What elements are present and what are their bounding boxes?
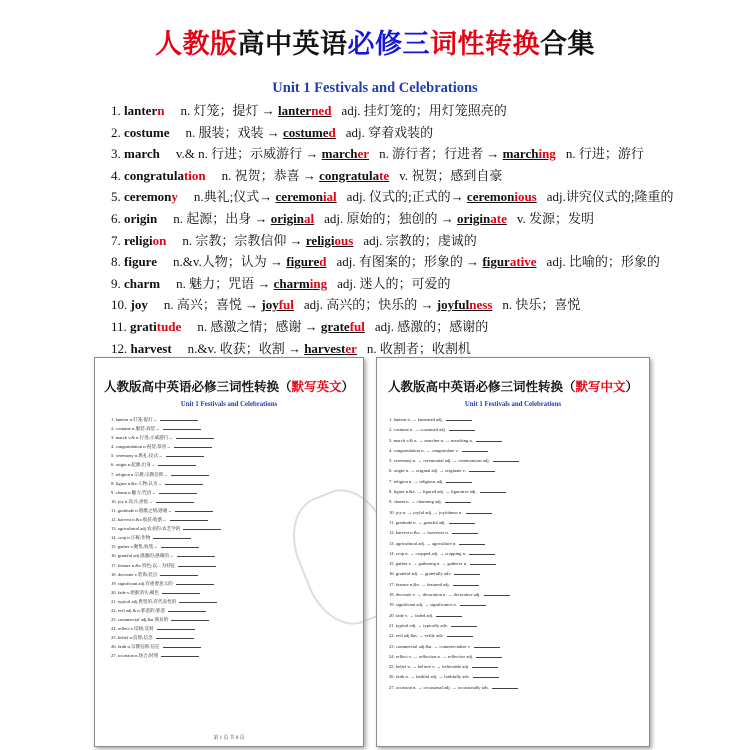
headword <box>124 276 160 291</box>
worksheet-row-text: 14. crop n. → cropped adj. → cropping n. <box>389 550 467 556</box>
derived-suffix: al <box>303 210 315 226</box>
worksheet-row-text: 18. decorate v. → decoration n. → decorative adj. <box>389 592 481 598</box>
answer-blank <box>476 441 502 442</box>
derived-stem: lanter <box>277 103 312 118</box>
worksheet-row-text: 12. harvest n.&v. → harvester n. <box>389 530 449 536</box>
worksheet-row-text: 9. charm n.魅力;咒语→ <box>111 489 156 495</box>
worksheet-row-text: 10. joy n.高兴;喜悦→ <box>111 498 153 504</box>
gloss: adj. 迷人的；可爱的 <box>337 275 451 291</box>
item-number: 12. <box>111 340 128 356</box>
worksheet-row-text: 2. costume n.服装;戏装→ <box>111 426 160 432</box>
answer-blank <box>176 438 214 439</box>
gloss: n. 宗教；宗教信仰 → <box>182 232 303 248</box>
worksheet-row <box>111 624 357 633</box>
vocab-row <box>111 122 741 144</box>
title-part-topic: 词性转换 <box>430 29 540 60</box>
derived-stem: grate <box>320 318 350 334</box>
derived-suffix: ness <box>469 297 493 313</box>
worksheet-row-text: 13. agricultural adj.农业的;农艺学的 <box>111 526 181 532</box>
derived-stem: congratula <box>319 167 380 183</box>
worksheet-row <box>111 470 357 479</box>
title-part-publisher: 人教版 <box>155 29 238 60</box>
worksheet-rows <box>389 415 643 693</box>
headword-stem: joy <box>130 297 148 313</box>
gloss: adj. 仪式的;正式的→ <box>346 189 464 205</box>
derived-suffix: ative <box>509 254 537 270</box>
answer-blank <box>176 584 214 585</box>
answer-blank <box>493 461 519 462</box>
item-number: 4. <box>111 167 121 183</box>
gloss: n. 服装；戏装 → <box>185 124 280 140</box>
answer-blank <box>160 575 198 576</box>
answer-blank <box>446 482 472 483</box>
gloss: v. 祝贺；感到自豪 <box>399 167 503 183</box>
worksheet-row <box>389 549 643 559</box>
page-title <box>0 22 750 61</box>
derived-word <box>304 341 357 356</box>
derived-suffix: ing <box>538 146 556 162</box>
gloss: adj. 比喻的；形象的 <box>546 254 660 270</box>
worksheet-row <box>389 621 643 631</box>
item-number: 9. <box>111 275 121 291</box>
headword-suffix: on <box>152 232 167 248</box>
item-number: 3. <box>111 146 121 162</box>
answer-blank <box>168 611 206 612</box>
headword-stem: ceremon <box>124 189 172 205</box>
worksheet-row-text: 3. march v.& n.行进;示威游行→ <box>111 435 173 441</box>
vocab-row <box>111 294 741 316</box>
answer-blank <box>451 626 477 627</box>
gloss: adj. 高兴的；快乐的 → <box>303 297 434 313</box>
answer-blank <box>178 566 216 567</box>
gloss: n. 魅力；咒语 → <box>176 275 271 291</box>
derived-suffix: d <box>328 124 336 140</box>
gloss: adj. 有图案的；形象的 → <box>336 254 480 270</box>
derived-word <box>276 189 337 204</box>
worksheet-row <box>389 569 643 579</box>
worksheet-row <box>389 508 643 518</box>
worksheet-chinese-dictation <box>376 357 650 747</box>
item-number: 5. <box>111 189 121 205</box>
headword-stem: congratula <box>124 167 184 183</box>
worksheet-row <box>389 456 643 466</box>
gloss: n. 快乐；喜悦 <box>502 297 581 313</box>
answer-blank <box>453 585 479 586</box>
worksheet-row-text: 23. commercial adj.&n.商业的 <box>111 617 169 623</box>
worksheet-row-text: 15. gather v. → gathering n. → gatherer n. <box>389 561 468 567</box>
worksheet-row <box>111 433 357 442</box>
answer-blank <box>449 430 475 431</box>
worksheet-row-text: 19. significant adj. → significance n. <box>389 602 457 608</box>
worksheet-row-text: 5. ceremony n.典礼;仪式→ <box>111 453 163 459</box>
derived-stem: joy <box>261 297 279 313</box>
derived-suffix: ful <box>349 318 365 334</box>
derived-word <box>321 319 365 334</box>
worksheet-row-text: 24. reflect v.反映;反射 <box>111 626 154 632</box>
vocab-row <box>111 230 741 252</box>
answer-blank <box>158 465 196 466</box>
worksheet-row <box>389 518 643 528</box>
derived-stem: figure <box>286 254 320 270</box>
headword-suffix: tude <box>156 318 182 334</box>
answer-blank <box>161 656 199 657</box>
item-number: 2. <box>111 124 121 140</box>
worksheet-row-text: 23. commercial adj.&n. → commercialize v. <box>389 643 471 649</box>
worksheet-row <box>389 466 643 476</box>
derived-word <box>322 146 369 161</box>
worksheet-row-text: 25. belief n. → believe v. → believable adj. <box>389 664 470 670</box>
derived-stem: ceremon <box>466 189 515 205</box>
worksheet-title: 人教版高中英语必修三词性转换（默写英文） <box>103 379 355 394</box>
answer-blank <box>454 574 480 575</box>
derived-stem: harvest <box>304 340 346 356</box>
worksheet-row-text: 22. evil adj.&n. → evilly adv. <box>389 633 444 639</box>
derived-stem: costume <box>283 124 329 140</box>
worksheet-row-text: 12. harvest n.&v.收获;收割→ <box>111 517 167 523</box>
gloss: v. 发源；发明 <box>516 210 594 226</box>
gloss: adj. 穿着戏装的 <box>345 124 434 140</box>
worksheet-unit: Unit 1 Festivals and Celebrations <box>180 401 278 408</box>
worksheet-row <box>111 424 357 433</box>
answer-blank <box>476 657 502 658</box>
derived-word <box>503 146 556 161</box>
worksheet-row-text: 13. agricultural adj. → agriculture n. <box>389 540 457 546</box>
derived-stem: ceremon <box>275 189 323 205</box>
headword-stem: harvest <box>130 340 172 356</box>
worksheet-row-text: 15. gather v.聚集;收集→ <box>111 544 158 550</box>
derived-stem: origin <box>457 210 491 226</box>
answer-blank <box>179 602 217 603</box>
answer-blank <box>472 667 498 668</box>
item-number: 11. <box>111 318 127 334</box>
headword <box>124 125 170 140</box>
headword <box>124 254 157 269</box>
vocab-row <box>111 165 741 187</box>
title-part-volume: 必修三 <box>347 29 430 60</box>
derived-suffix: d <box>319 254 327 270</box>
answer-blank <box>177 556 215 557</box>
worksheet-row <box>389 642 643 652</box>
derived-stem: origin <box>270 210 304 226</box>
gloss: n.&v. 收获；收割 → <box>187 340 301 356</box>
gloss: adj. 感激的；感谢的 <box>374 318 489 334</box>
answer-blank <box>466 513 492 514</box>
worksheet-row <box>389 662 643 672</box>
gloss: n. 收割者；收割机 <box>366 340 471 356</box>
gloss: n. 感激之情；感谢 → <box>197 318 318 334</box>
answer-blank <box>436 616 462 617</box>
vocab-row <box>111 208 741 230</box>
item-number: 8. <box>111 254 121 270</box>
worksheet-row-text: 10. joy n. → joyful adj. → joyfulness n. <box>389 509 463 515</box>
headword <box>130 319 181 334</box>
worksheet-row <box>389 652 643 662</box>
worksheet-row-text: 7. religion n. → religious adj. <box>389 478 444 484</box>
worksheet-row <box>111 442 357 451</box>
worksheet-row <box>389 497 643 507</box>
headword-stem: lanter <box>124 103 158 118</box>
answer-blank <box>163 429 201 430</box>
vocab-row <box>111 251 741 273</box>
derived-suffix: ate <box>490 210 507 226</box>
derived-word <box>261 297 294 312</box>
worksheet-row-text: 17. feature n.&v. → featured adj. <box>389 581 450 587</box>
unit-heading: Unit 1 Festivals and Celebrations <box>272 80 478 96</box>
gloss: n.典礼;仪式→ <box>193 189 273 205</box>
worksheet-row <box>389 415 643 425</box>
answer-blank <box>162 593 200 594</box>
worksheet-row <box>389 436 643 446</box>
derived-stem: march <box>502 146 539 162</box>
worksheet-row-text: 16. grateful adj. → gratefully adv. <box>389 571 452 577</box>
headword-suffix: y <box>171 189 178 205</box>
vocab-row <box>111 100 741 122</box>
worksheet-row-text: 16. grateful adj.感激的;感谢的→ <box>111 553 174 559</box>
worksheet-row <box>389 539 643 549</box>
worksheet-row-text: 1. lantern n.灯笼;提灯→ <box>111 417 158 422</box>
headword <box>124 146 160 161</box>
item-number: 7. <box>111 232 121 248</box>
worksheet-row-text: 20. fade v.逐渐消失;褪色 <box>111 589 159 595</box>
worksheet-row-text: 27. occasion n.场合;时刻 <box>111 653 159 659</box>
worksheet-row <box>389 446 643 456</box>
derived-word <box>457 211 507 226</box>
derived-stem: religi <box>305 232 335 248</box>
answer-blank <box>469 471 495 472</box>
answer-blank <box>153 538 191 539</box>
worksheet-row-text: 8. figure n.&v.人物;认为→ <box>111 480 163 486</box>
worksheet-row <box>111 633 357 642</box>
answer-blank <box>175 511 213 512</box>
headword-suffix: n <box>157 103 165 118</box>
derived-suffix: ful <box>278 297 294 313</box>
answer-blank <box>446 420 472 421</box>
vocab-row <box>111 186 741 208</box>
gloss: n. 祝贺；恭喜 → <box>221 167 316 183</box>
worksheet-row-text: 27. occasion n. → occasional adj. → occasionally adv. <box>389 684 490 690</box>
derived-word <box>286 254 326 269</box>
vocab-list <box>111 100 741 359</box>
worksheet-row-text: 5. ceremony n. → ceremonial adj. → ceremonious adj. <box>389 458 490 464</box>
worksheet-row-text: 3. march v.& n. → marcher n. → marching n. <box>389 437 473 443</box>
answer-blank <box>473 677 499 678</box>
derived-word <box>271 211 314 226</box>
answer-blank <box>469 554 495 555</box>
worksheet-row <box>389 631 643 641</box>
answer-blank <box>470 564 496 565</box>
worksheet-row-text: 6. origin n. → original adj. → originate v. <box>389 468 466 474</box>
headword-stem: costume <box>124 124 170 140</box>
answer-blank <box>492 688 518 689</box>
vocab-row <box>111 316 741 338</box>
worksheet-row-text: 11. gratitude n.感激之情;感谢→ <box>111 507 173 513</box>
answer-blank <box>452 533 478 534</box>
answer-blank <box>165 484 203 485</box>
worksheet-row <box>389 600 643 610</box>
title-part-collection: 合集 <box>540 29 595 60</box>
item-number: 6. <box>111 210 121 226</box>
worksheet-row-text: 18. decorate v.装饰;装点 <box>111 571 158 577</box>
derived-word <box>482 254 536 269</box>
answer-blank <box>161 547 199 548</box>
worksheet-row <box>111 460 357 469</box>
worksheet-row <box>389 580 643 590</box>
answer-blank <box>459 544 485 545</box>
answer-blank <box>183 529 221 530</box>
worksheet-row <box>389 672 643 682</box>
headword <box>131 341 172 356</box>
answer-blank <box>163 647 201 648</box>
derived-word <box>283 125 336 140</box>
gloss: n. 行进；游行 <box>565 146 644 162</box>
answer-blank <box>484 595 510 596</box>
derived-suffix: ing <box>309 275 328 291</box>
gloss: adj. 挂灯笼的；用灯笼照亮的 <box>341 103 507 118</box>
worksheet-row <box>111 451 357 460</box>
worksheet-row <box>389 528 643 538</box>
worksheet-row-text: 4. congratulation n.祝贺;恭喜→ <box>111 444 171 450</box>
title-part-subject: 高中英语 <box>237 29 348 60</box>
derived-word <box>274 276 327 291</box>
derived-stem: march <box>321 146 358 162</box>
worksheet-row-text: 7. religion n.宗教;宗教信仰→ <box>111 471 168 477</box>
derived-suffix: ious <box>514 189 537 205</box>
derived-word <box>437 297 493 312</box>
headword-stem: religi <box>124 232 153 248</box>
answer-blank <box>156 502 194 503</box>
gloss: adj.讲究仪式的;隆重的 <box>546 189 674 205</box>
worksheet-row <box>111 415 357 424</box>
vocab-row <box>111 338 741 360</box>
worksheet-row-text: 2. costume n. → costumed adj. <box>389 427 446 433</box>
worksheet-row-text: 19. significant adj.有重要意义的 <box>111 580 173 586</box>
answer-blank <box>445 502 471 503</box>
answer-blank <box>170 520 208 521</box>
headword-stem: origin <box>124 210 158 226</box>
answer-blank <box>474 647 500 648</box>
worksheet-row-text: 14. crop n.庄稼;作物 <box>111 535 151 541</box>
answer-blank <box>171 475 209 476</box>
worksheet-row <box>389 487 643 497</box>
worksheet-row <box>389 611 643 621</box>
gloss: n.&v.人物；认为 → <box>172 254 284 270</box>
gloss: n. 灯笼；提灯 → <box>180 103 275 118</box>
headword-stem: grati <box>130 318 157 334</box>
headword <box>124 211 157 226</box>
worksheet-row-text: 17. feature n.&v.特色;以…为特征 <box>111 562 176 568</box>
derived-word <box>319 168 389 183</box>
worksheet-row-text: 4. congratulation n. → congratulate v. <box>389 447 459 453</box>
worksheet-row <box>111 642 357 651</box>
derived-word <box>467 189 537 204</box>
derived-word <box>278 103 331 118</box>
answer-blank <box>156 638 194 639</box>
answer-blank <box>160 420 198 421</box>
item-number: 10. <box>111 297 128 313</box>
answer-blank <box>460 605 486 606</box>
worksheet-row-text: 11. gratitude n. → grateful adj. <box>389 519 446 525</box>
gloss: v.& n. 行进；示威游行 → <box>175 146 319 162</box>
worksheet-row <box>111 615 357 624</box>
derived-stem: charm <box>273 275 310 291</box>
derived-stem: figur <box>482 254 510 270</box>
headword <box>124 189 178 204</box>
worksheet-row-text: 26. faith n.宗教信仰;信任 <box>111 644 160 650</box>
headword-stem: figure <box>124 254 157 270</box>
worksheet-row-text: 22. evil adj.& n.邪恶的;邪恶 <box>111 607 166 613</box>
worksheet-row-text: 25. belief n.信仰;信念 <box>111 635 153 641</box>
worksheet-row <box>389 590 643 600</box>
answer-blank <box>157 629 195 630</box>
page-number: 第 1 页 共 8 页 <box>213 736 245 741</box>
answer-blank <box>447 636 473 637</box>
gloss: adj. 宗教的；虔诚的 <box>363 232 477 248</box>
derived-stem: joyful <box>436 297 470 313</box>
worksheet-row-text: 8. figure n.&v. → figured adj. → figurative adj. <box>389 489 477 495</box>
answer-blank <box>462 451 488 452</box>
item-number: 1. <box>111 103 121 118</box>
worksheet-row-text: 9. charm n. → charming adj. <box>389 499 442 505</box>
headword-suffix: tion <box>183 167 206 183</box>
answer-blank <box>166 456 204 457</box>
worksheet-row-text: 24. reflect v. → reflection n. → reflective adj. <box>389 653 474 659</box>
worksheet-row <box>389 477 643 487</box>
derived-suffix: er <box>357 146 370 162</box>
gloss: adj. 原始的；独创的 → <box>324 210 454 226</box>
headword <box>124 233 166 248</box>
vocab-row <box>111 143 741 165</box>
derived-suffix: er <box>345 340 357 356</box>
derived-suffix: ial <box>322 189 337 205</box>
vocab-row <box>111 273 741 295</box>
headword <box>124 168 206 183</box>
headword-stem: march <box>124 146 160 162</box>
gloss: n. 游行者；行进者 → <box>379 146 500 162</box>
answer-blank <box>171 620 209 621</box>
worksheet-title: 人教版高中英语必修三词性转换（默写中文） <box>387 379 639 394</box>
answer-blank <box>159 493 197 494</box>
derived-suffix: ous <box>334 232 354 248</box>
derived-suffix: te <box>379 167 390 183</box>
headword <box>124 103 164 118</box>
worksheet-row-text: 20. fade v. → faded adj. <box>389 612 434 618</box>
worksheet-row-text: 21. typical adj.典型的;有代表性的 <box>111 598 177 604</box>
worksheet-row <box>111 479 357 488</box>
worksheet-row-text: 1. lantern n. → lanterned adj. <box>389 417 443 422</box>
worksheet-unit: Unit 1 Festivals and Celebrations <box>464 401 562 408</box>
gloss: n. 高兴；喜悦 → <box>163 297 259 313</box>
worksheet-row-text: 26. faith n. → faithful adj. → faithfully adv. <box>389 674 470 680</box>
answer-blank <box>480 492 506 493</box>
gloss: n. 起源；出身 → <box>173 210 268 226</box>
headword <box>131 297 148 312</box>
worksheet-row <box>111 651 357 660</box>
answer-blank <box>174 447 212 448</box>
answer-blank <box>449 523 475 524</box>
derived-word <box>306 233 353 248</box>
headword-stem: charm <box>124 275 161 291</box>
worksheet-row-text: 21. typical adj. → typically adv. <box>389 622 448 628</box>
worksheet-row <box>389 559 643 569</box>
worksheet-row <box>389 425 643 435</box>
worksheet-row-text: 6. origin n.起源;出身→ <box>111 462 156 468</box>
derived-suffix: ned <box>311 103 332 118</box>
worksheet-row <box>389 683 643 693</box>
